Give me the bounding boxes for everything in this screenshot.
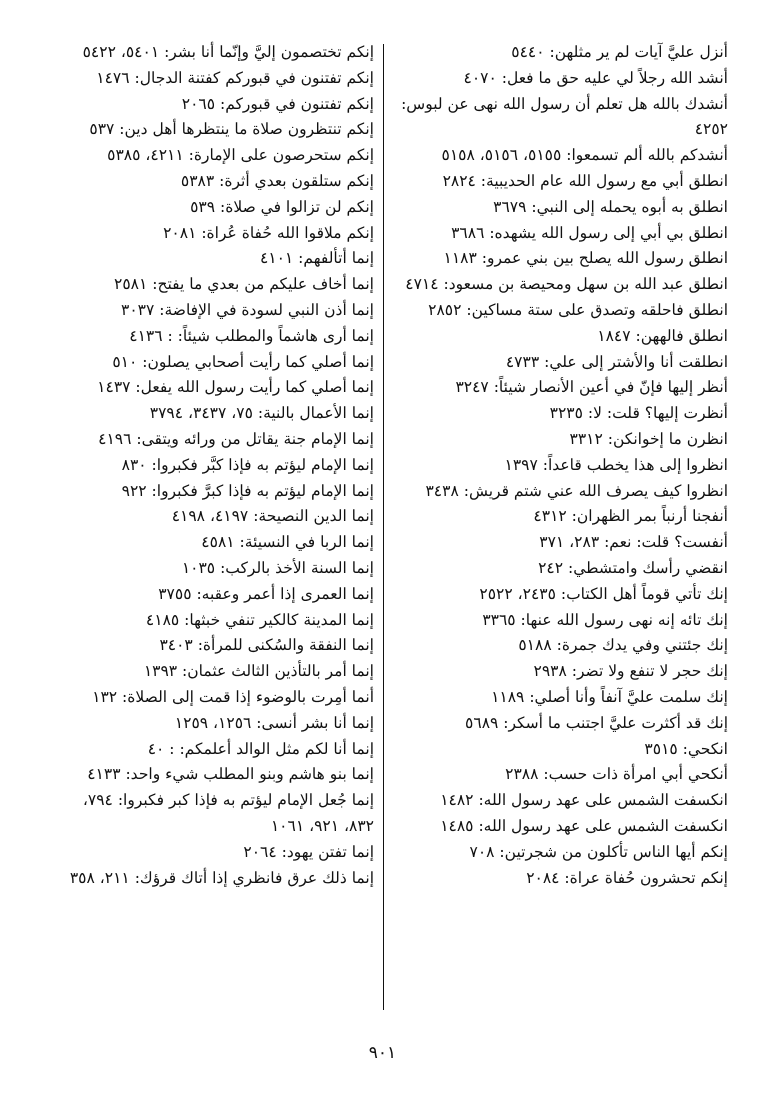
index-entry: أنشدكم بالله ألم تسمعوا: ٥١٥٥، ٥١٥٦، ٥١٥٨ [441,146,728,165]
index-entry: انطلق أبي مع رسول الله عام الحديبية: ٢٨٢٤ [442,171,728,190]
index-entry: انطلق رسول الله يصلح بين بني عمرو: ١١٨٣ [443,249,728,268]
page-number: ٩٠١ [368,1043,397,1063]
index-entry: إنما جُعل الإمام ليؤتم به فإذا كبر فكبروا: ٧٩٤، [82,791,374,810]
index-entry: أنشدك بالله هل تعلم أن رسول الله نهى عن لبوس: [401,94,728,113]
index-entry: إنما السنة الأخذ بالركب: ١٠٣٥ [181,558,374,577]
index-entry: أنفست؟ قلت: نعم: ٢٨٣، ٣٧١ [539,533,728,552]
index-entry: إنكم تختصمون إليَّ وإنّما أنا بشر: ٥٤٠١، ٥٤٢٢ [82,43,374,61]
index-entry: إنما أذن النبي لسودة في الإفاضة: ٣٠٣٧ [121,300,374,319]
index-entry: إنكم لن تزالوا في صلاة: ٥٣٩ [190,197,374,216]
index-entry: انظروا إلى هذا يخطب قاعداً: ١٣٩٧ [504,455,728,474]
index-entry: إنما أتألفهم: ٤١٠١ [259,249,374,268]
index-entry: إنما بنو هاشم وبنو المطلب شيء واحد: ٤١٣٣ [87,765,374,784]
index-entry: إنما المدينة كالكير تنفي خبثها: ٤١٨٥ [145,610,374,629]
index-entry: ٨٣٢، ٩٢١، ١٠٦١ [270,816,374,835]
index-entry: انطلق به أبوه يحمله إلى النبي: ٣٦٧٩ [493,197,728,216]
index-entry: ٤٢٥٢ [694,120,728,139]
index-entry: إنما تفتن يهود: ٢٠٦٤ [243,842,374,861]
index-entry: إنما أنا بشر أنسى: ١٢٥٦، ١٢٥٩ [174,713,374,732]
index-entry: إنك قد أكثرت عليَّ اجتنب ما أسكر: ٥٦٨٩ [465,713,728,732]
index-entry: إنما الدين النصيحة: ٤١٩٧، ٤١٩٨ [171,507,374,526]
index-entry: إنما ذلك عرق فانظري إذا أتاك قرؤك: ٢١١، ٣٥٨ [69,868,374,887]
index-entry: انطلقت أنا والأشتر إلى علي: ٤٧٣٣ [505,352,728,371]
index-entry: إنما أنا لكم مثل الوالد أعلمكم: : ٤٠ [147,739,374,758]
index-entry: إنك حجر لا تنفع ولا تضر: ٢٩٣٨ [533,662,728,681]
index-column-left [32,40,374,891]
index-entry: انقضي رأسك وامتشطي: ٢٤٢ [538,558,728,577]
index-entry: انطلق عبد الله بن سهل ومحيصة بن مسعود: ٤٧١٤ [405,275,728,294]
index-entry: إنكم ستلقون بعدي أثرة: ٥٣٨٣ [180,171,374,190]
index-entry: إنكم تحشرون حُفاة عراة: ٢٠٨٤ [526,868,728,887]
index-entry: إنما أمر بالتأذين الثالث عثمان: ١٣٩٣ [143,662,374,681]
index-entry: إنكم ستحرصون على الإمارة: ٤٢١١، ٥٣٨٥ [107,146,374,165]
index-entry: أنفجنا أرنباً بمر الظهران: ٤٣١٢ [533,507,728,526]
index-entry: انطلق فالههن: ١٨٤٧ [597,326,728,345]
index-entry: إنكم تفتنون في قبوركم كفتنة الدجال: ١٤٧٦ [96,68,374,87]
index-entry: إنما الأعمال بالنية: ٧٥، ٣٤٣٧، ٣٧٩٤ [149,404,374,423]
index-entry: إنك تأتي قوماً أهل الكتاب: ٢٤٣٥، ٢٥٢٢ [479,584,728,603]
index-entry: إنما أرى هاشماً والمطلب شيئاً: : ٤١٣٦ [129,326,374,345]
index-entry: انطلق فاحلقه وتصدق على ستة مساكين: ٢٨٥٢ [428,300,728,319]
index-column-right [393,40,728,891]
index-entry: أنشد الله رجلاً لي عليه حق ما فعل: ٤٠٧٠ [463,68,728,87]
index-entry: انطلق بي أبي إلى رسول الله يشهده: ٣٦٨٦ [451,223,728,242]
index-entry: إنما الإمام ليؤتم به فإذا كبَّر فكبروا: ٨٣٠ [121,455,374,474]
index-entry: إنكم تنتظرون صلاة ما ينتظرها أهل دين: ٥٣٧ [89,120,374,139]
index-entry: إنما الإمام جنة يقاتل من ورائه ويتقى: ٤١٩٦ [98,429,374,448]
column-divider [383,44,384,1010]
index-entry: أنزل عليَّ آيات لم ير مثلهن: ٥٤٤٠ [511,43,728,61]
index-entry: انكسفت الشمس على عهد رسول الله: ١٤٨٥ [440,816,728,835]
index-entry: انظرن ما إخوانكن: ٣٣١٢ [569,429,728,448]
index-entry: إنما النفقة والسُكنى للمرأة: ٣٤٠٣ [159,636,374,655]
index-entry: انكحي: ٣٥١٥ [644,739,728,758]
index-entry: أنكحي أبي امرأة ذات حسب: ٢٣٨٨ [505,765,728,784]
index-entry: إنما العمرى إذا أعمر وعقبه: ٣٧٥٥ [158,584,374,603]
index-entry: إنما أصلي كما رأيت أصحابي يصلون: ٥١٠ [112,352,374,371]
index-entry: إنما أصلي كما رأيت رسول الله يفعل: ١٤٣٧ [97,378,374,397]
index-entry: إنكم أيها الناس تأكلون من شجرتين: ٧٠٨ [469,842,728,861]
index-entry: أنظرت إليها؟ قلت: لا: ٣٢٣٥ [549,404,728,423]
index-entry: إنك تائه إنه نهى رسول الله عنها: ٣٣٦٥ [482,610,728,629]
index-entry: إنما الربا في النسيئة: ٤٥٨١ [201,533,374,552]
index-entry: أنما أمِرت بالوضوء إذا قمت إلى الصلاة: ١٣٢ [92,687,374,706]
index-entry: إنك سلمت عليَّ آنفاً وأنا أصلي: ١١٨٩ [491,687,728,706]
index-entry: إنكم ملاقوا الله حُفاة عُراة: ٢٠٨١ [163,223,374,242]
index-entry: أنظر إليها فإنّ في أعين الأنصار شيئاً: ٣٢٤٧ [455,378,728,397]
index-entry: إنما أخاف عليكم من بعدي ما يفتح: ٢٥٨١ [114,275,374,294]
index-entry: انظروا كيف يصرف الله عني شتم قريش: ٣٤٣٨ [425,481,728,500]
index-entry: انكسفت الشمس على عهد رسول الله: ١٤٨٢ [440,791,728,810]
index-entry: إنكم تفتنون في قبوركم: ٢٠٦٥ [181,94,374,113]
index-entry: إنك جئتني وفي يدك جمرة: ٥١٨٨ [518,636,728,655]
index-entry: إنما الإمام ليؤتم به فإذا كبرَّ فكبروا: ٩٢٢ [121,481,374,500]
